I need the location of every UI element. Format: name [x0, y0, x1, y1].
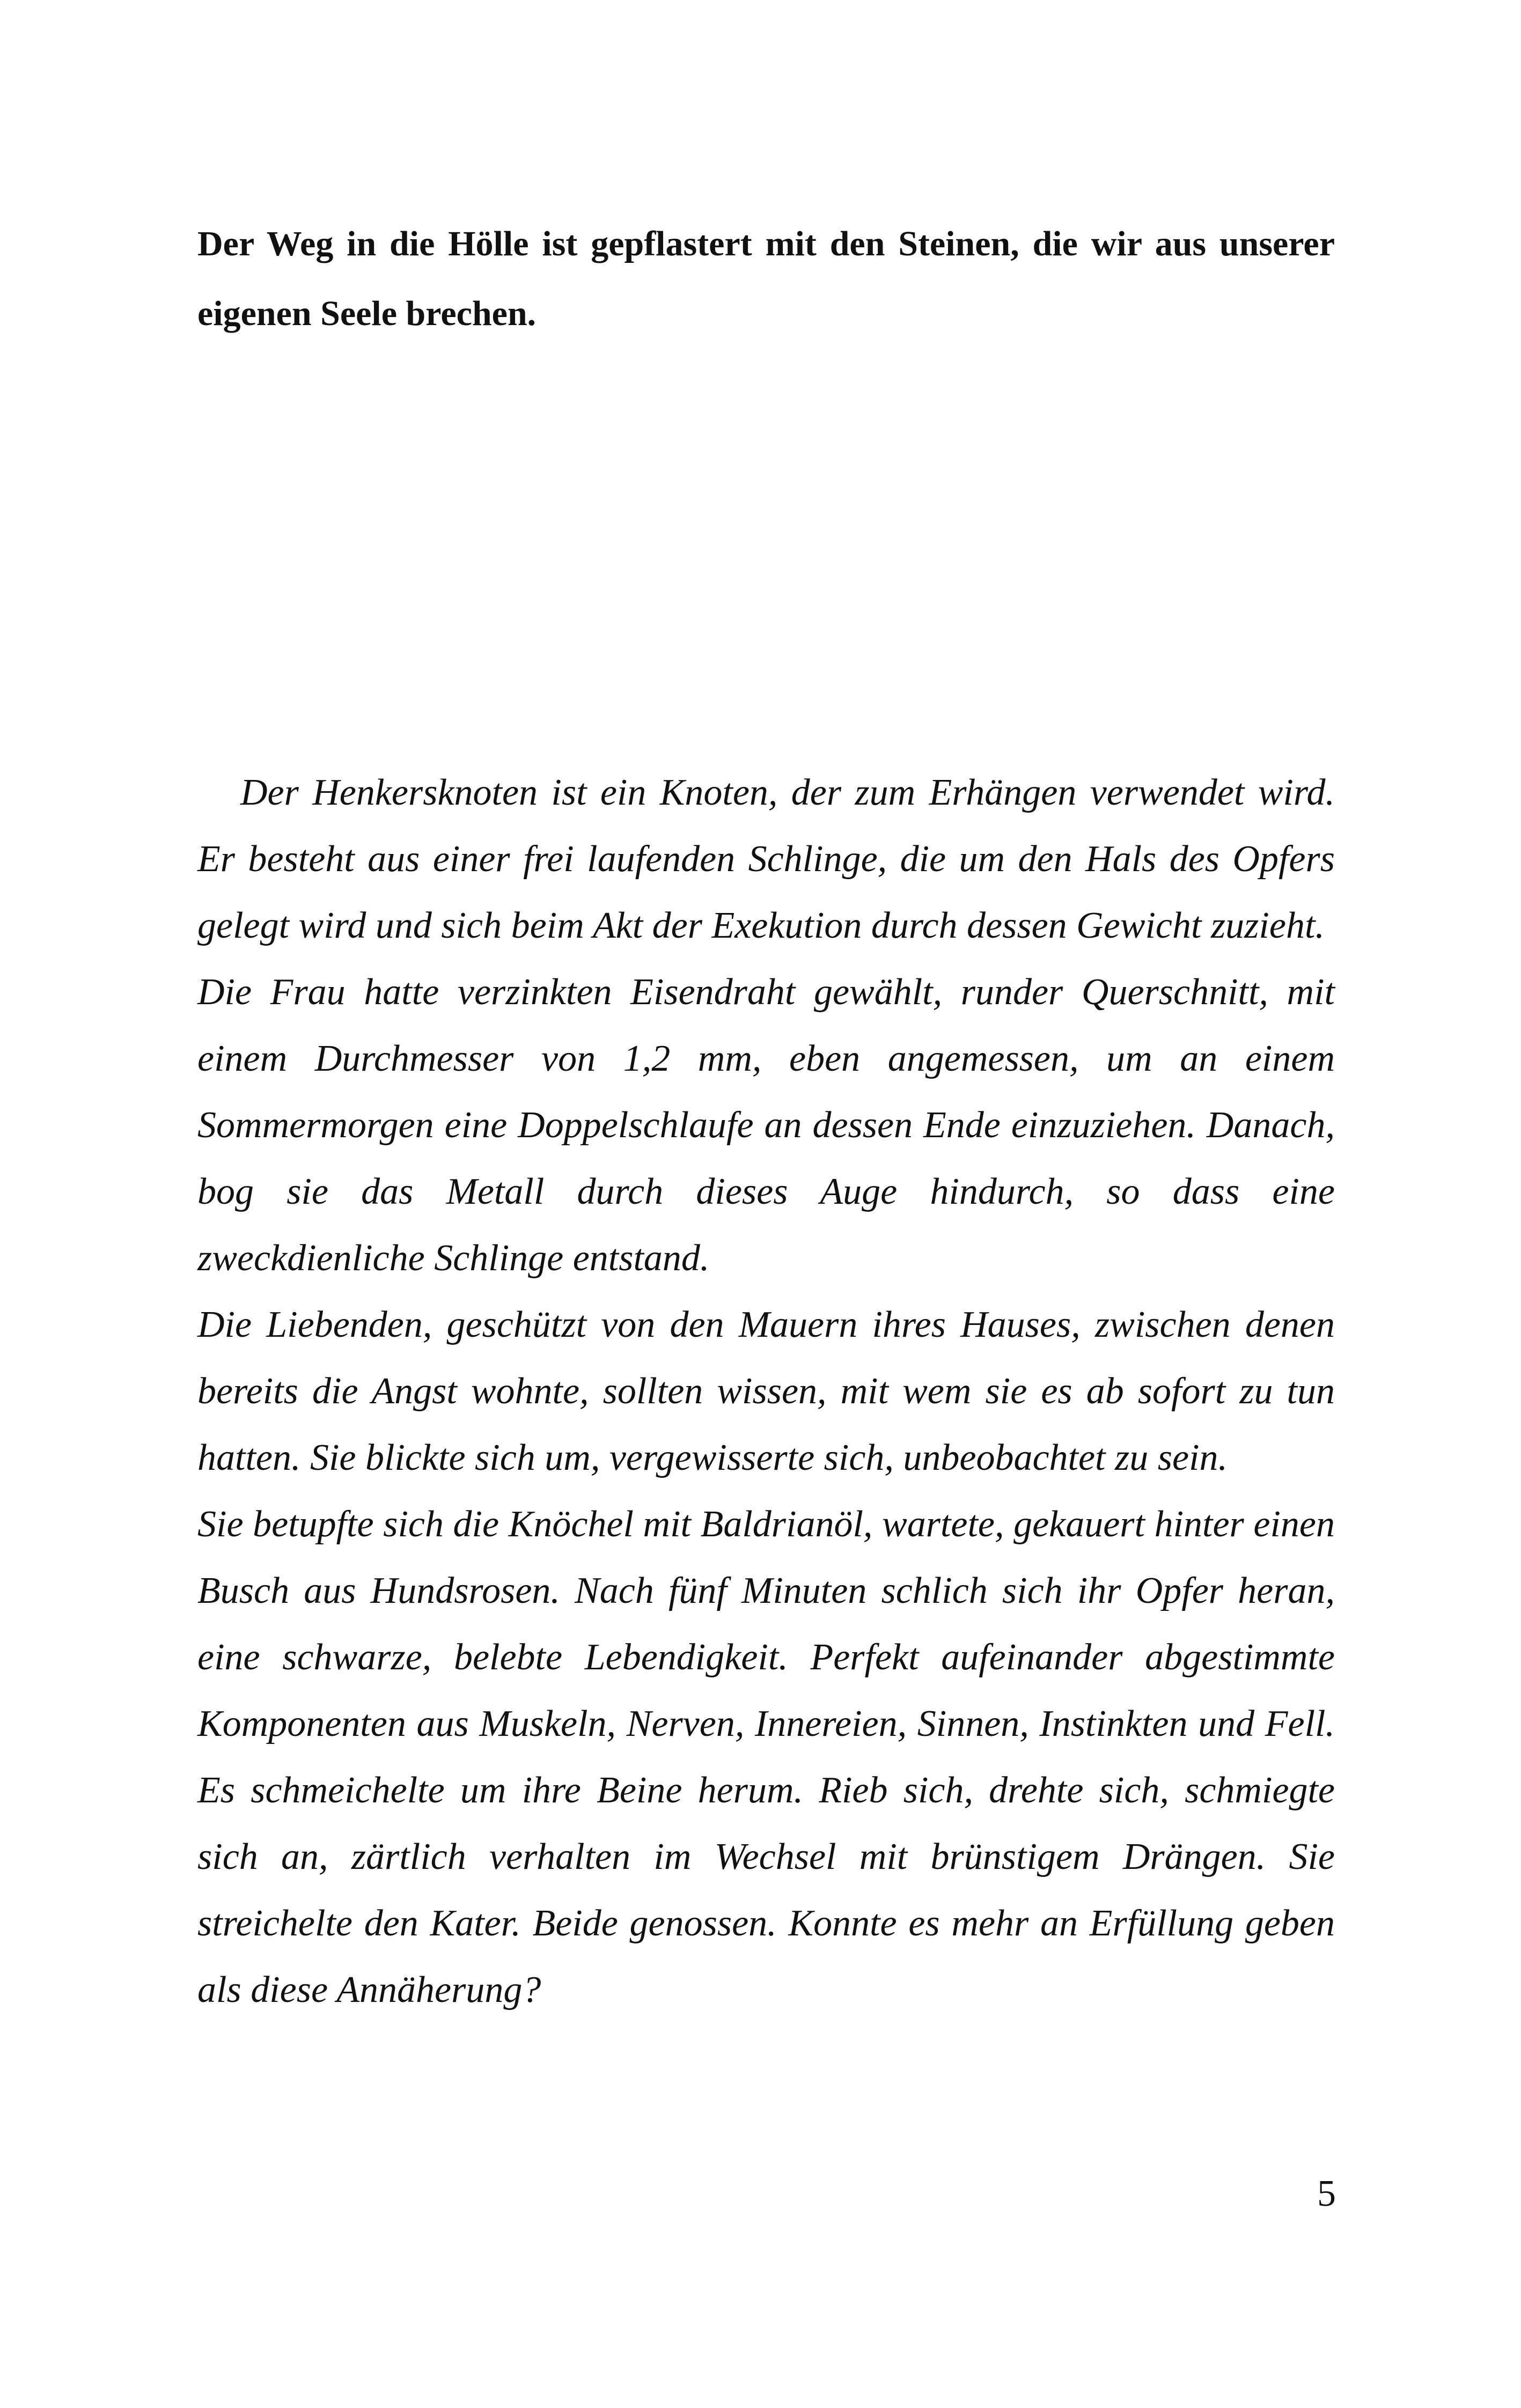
- body-text: [197, 760, 1335, 2023]
- paragraph-eisendraht: Die Frau hatte verzinkten Eisendraht gewählt, runder Querschnitt, mit einem Durchmesser von 1,2 mm, eben angemessen, um an einem Sommermorgen eine Doppelschlaufe an dessen Ende einzuziehen. Danach, bog sie das Metall durch dieses Auge hindurch, so dass eine zweckdienliche Schlinge entstand.: [197, 971, 1335, 1279]
- paragraph-baldrianoel: Sie betupfte sich die Knöchel mit Baldrianöl, wartete, gekauert hinter einen Busch aus Hundsrosen. Nach fünf Minuten schlich sich ihr Opfer heran, eine schwarze, belebte Lebendigkeit. Perfekt aufeinander abgestimmte Komponenten aus Muskeln, Nerven, Innereien, Sinnen, Instinkten und Fell. Es schmeichelte um ihre Beine herum. Rieb sich, drehte sich, schmiegte sich an, zärtlich verhalten im Wechsel mit brünstigem Drängen. Sie streichelte den Kater. Beide genossen. Konnte es mehr an Erfüllung geben als diese Annäherung?: [197, 1504, 1335, 2011]
- epigraph: Der Weg in die Hölle ist gepflastert mit den Steinen, die wir aus unserer eigenen Seele brechen.: [197, 224, 1335, 333]
- paragraph-liebenden: Die Liebenden, geschützt von den Mauern ihres Hauses, zwischen denen bereits die Angst wohnte, sollten wissen, mit wem sie es ab sofort zu tun hatten. Sie blickte sich um, vergewisserte sich, unbeobachtet zu sein.: [197, 1304, 1335, 1478]
- paragraph-henkersknoten: Der Henkersknoten ist ein Knoten, der zum Erhängen verwendet wird. Er besteht aus einer frei laufenden Schlinge, die um den Hals des Opfers gelegt wird und sich beim Akt der Exekution durch dessen Gewicht zuzieht.: [197, 772, 1335, 946]
- page-number: 5: [1317, 2173, 1336, 2214]
